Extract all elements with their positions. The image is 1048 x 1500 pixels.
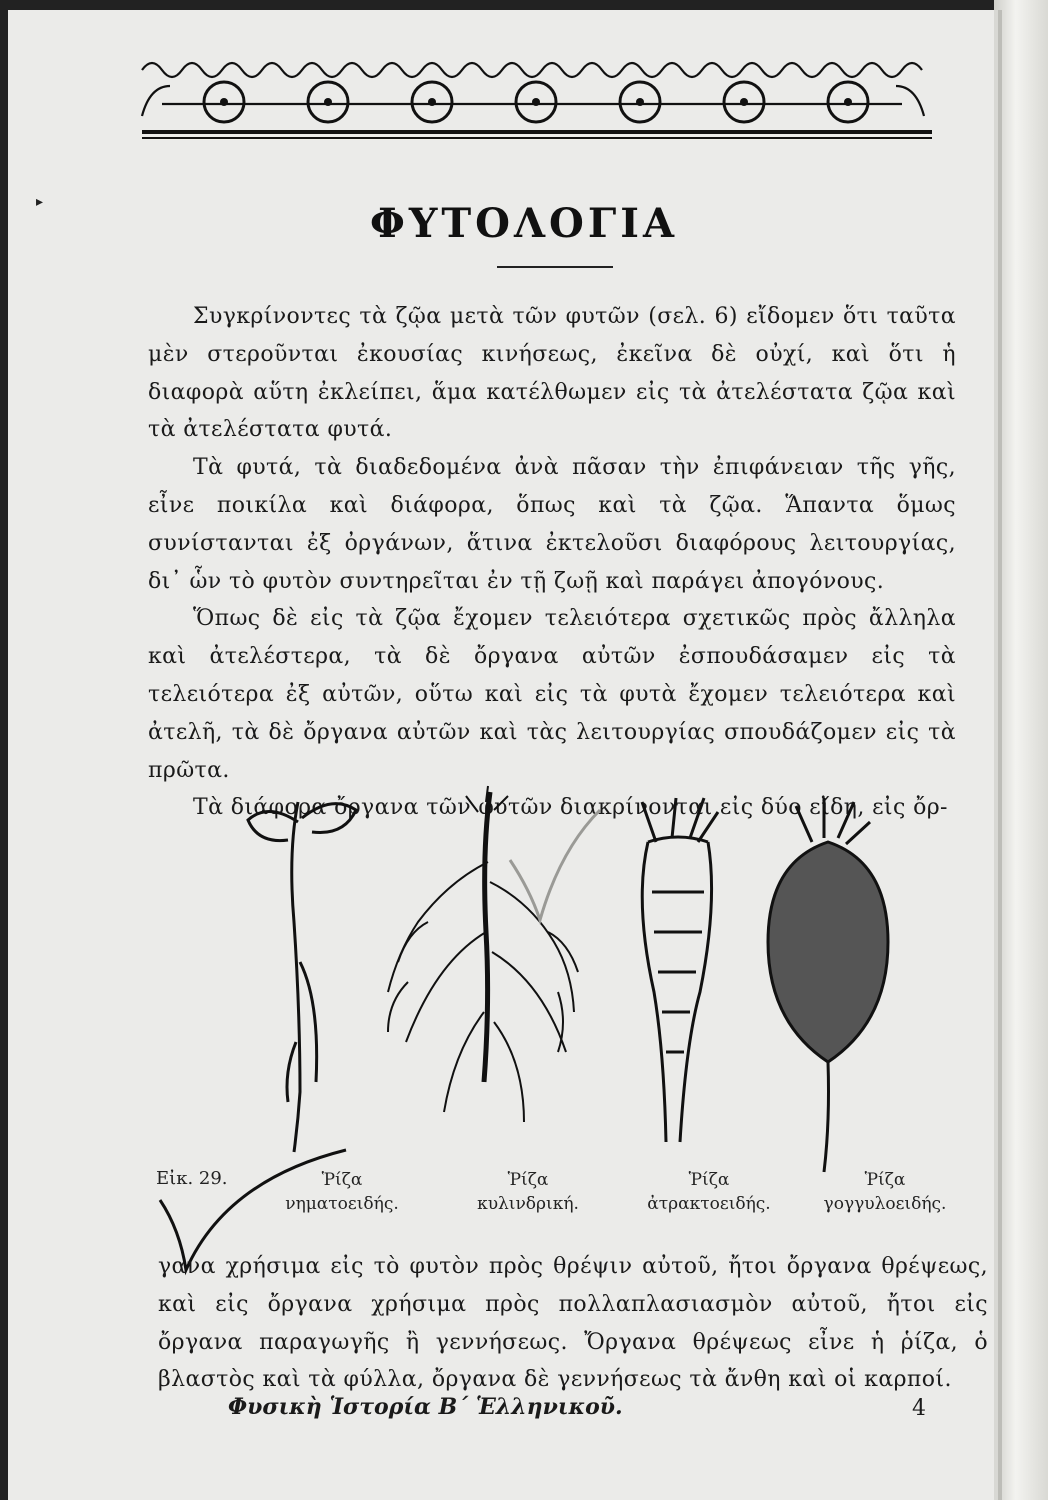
figure-number: Εἰκ. 29. [156, 1168, 228, 1189]
paragraph: Ὅπως δὲ εἰς τὰ ζῷα ἔχομεν τελειότερα σχετικῶς πρὸς ἄλληλα καὶ ἀτελέστερα, τὰ δὲ ὄργανα αὐτῶν ἐσπουδάσαμεν εἰς τὰ τελειότερα ἐξ αὐτῶν, οὕτω καὶ εἰς τὰ φυτὰ ἔχομεν τελειότερα καὶ ἀτελῆ, τὰ δὲ ὄργανα αὐτῶν καὶ τὰς λειτουργίας σπουδάζομεν εἰς τὰ πρῶτα. [148, 606, 956, 783]
caption-napiform [800, 1168, 970, 1216]
caption-title: Ῥίζα [864, 1170, 906, 1190]
book-footer: Φυσικὴ Ἱστορία Β´ Ἑλληνικοῦ. [228, 1394, 623, 1420]
body-text-bottom [158, 1248, 988, 1399]
filiform-root-drawing [248, 802, 356, 1152]
caption-fusiform [624, 1168, 794, 1216]
faint-pencil-check [500, 800, 610, 930]
paragraph: Συγκρίνοντες τὰ ζῷα μετὰ τῶν φυτῶν (σελ. 6) εἴδομεν ὅτι ταῦτα μὲν στεροῦνται ἐκουσίας κινήσεως, ἐκεῖνα δὲ οὐχί, καὶ ὅτι ἡ διαφορὰ αὕτη ἐκλείπει, ἅμα κατέλθωμεν εἰς τὰ ἀτελέστατα ζῷα καὶ τὰ ἀτελέστατα φυτά. [148, 304, 956, 443]
body-text-top [148, 298, 956, 827]
page-number: 4 [912, 1396, 926, 1421]
header-ornament [132, 46, 934, 146]
fusiform-root-drawing [642, 798, 718, 1142]
caption-type: γογγυλοειδής. [823, 1194, 947, 1214]
napiform-root-drawing [768, 798, 888, 1172]
caption-title: Ῥίζα [688, 1170, 730, 1190]
paragraph: γανα χρήσιμα εἰς τὸ φυτὸν πρὸς θρέψιν αὐτοῦ, ἤτοι ὄργανα θρέψεως, καὶ εἰς ὄργανα χρήσιμα πρὸς πολλαπλασιασμὸν αὐτοῦ, ἤτοι εἰς ὄργανα παραγωγῆς ἢ γεννήσεως. Ὄργανα θρέψεως εἶνε ἡ ῥίζα, ὁ βλαστὸς καὶ τὰ φύλλα, ὄργανα δὲ γεννήσεως τὰ ἄνθη καὶ οἱ καρποί. [158, 1254, 988, 1393]
margin-mark: ▸ [36, 194, 44, 210]
title-rule [497, 266, 613, 268]
page-title: ΦΥΤΟΛΟΓΙΑ [369, 200, 679, 247]
paragraph: Τὰ διάφορα ὄργανα τῶν φυτῶν διακρίνονται εἰς δύο εἴδη, εἰς ὄρ- [193, 795, 948, 821]
paragraph: Τὰ φυτά, τὰ διαδεδομένα ἀνὰ πᾶσαν τὴν ἐπιφάνειαν τῆς γῆς, εἶνε ποικίλα καὶ διάφορα, ὅπως καὶ τὰ ζῷα. Ἅπαντα ὅμως συνίστανται ἐξ ὀργάνων, ἅτινα ἐκτελοῦσι διαφόρους λειτουργίας, δι᾽ ὧν τὸ φυτὸν συντηρεῖται ἐν τῇ ζωῇ καὶ παράγει ἀπογόνους. [148, 455, 956, 594]
caption-type: ἀτρακτοειδής. [647, 1194, 771, 1214]
caption-title: Ῥίζα [507, 1170, 549, 1190]
caption-cylindrical [448, 1168, 608, 1216]
caption-type: κυλινδρική. [477, 1194, 579, 1214]
caption-title: Ῥίζα [321, 1170, 363, 1190]
caption-type: νηματοειδής. [285, 1194, 399, 1214]
